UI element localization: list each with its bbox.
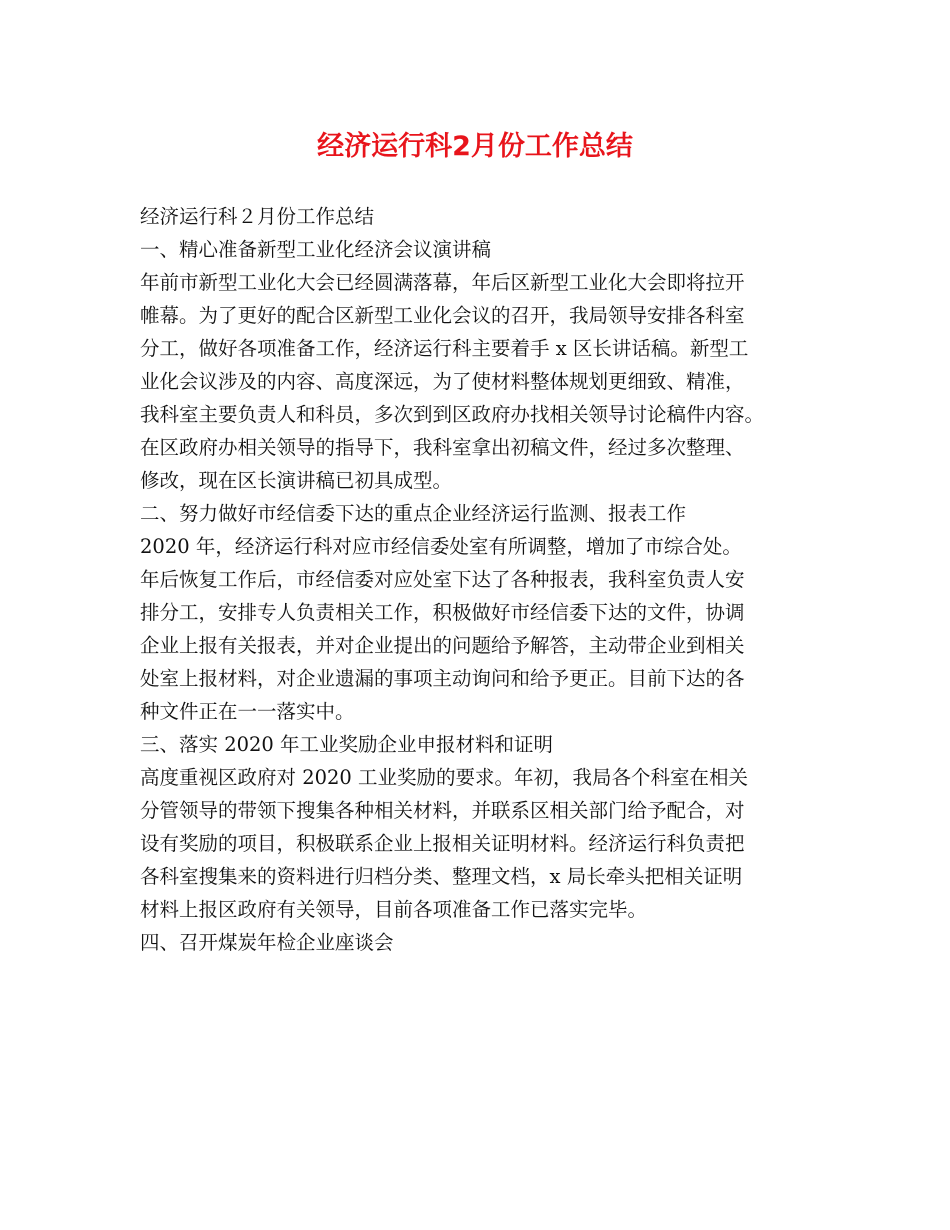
paragraph-line: 年后恢复工作后，市经信委对应处室下达了各种报表，我科室负责人安 [140,568,745,591]
paragraph-line: 分工，做好各项准备工作，经济运行科主要着手 x 区长讲话稿。新型工 [140,337,749,360]
paragraph-line: 材料上报区政府有关领导，目前各项准备工作已落实完毕。 [140,898,648,921]
paragraph-line: 设有奖励的项目，积极联系企业上报相关证明材料。经济运行科负责把 [140,832,745,855]
section-heading: 三、落实 2020 年工业奖励企业申报材料和证明 [140,733,554,756]
paragraph-line: 业化会议涉及的内容、高度深远，为了使材料整体规划更细致、精准， [140,370,745,393]
section-heading: 二、努力做好市经信委下达的重点企业经济运行监测、报表工作 [140,502,687,525]
paragraph-line: 在区政府办相关领导的指导下，我科室拿出初稿文件，经过多次整理、 [140,436,745,459]
paragraph-line: 种文件正在一一落实中。 [140,700,355,723]
paragraph-line: 企业上报有关报表，并对企业提出的问题给予解答，主动带企业到相关 [140,634,745,657]
paragraph-line: 排分工，安排专人负责相关工作，积极做好市经信委下达的文件，协调 [140,601,745,624]
paragraph-line: 我科室主要负责人和科员，多次到到区政府办找相关领导讨论稿件内容。 [140,403,765,426]
paragraph-line: 处室上报材料，对企业遗漏的事项主动询问和给予更正。目前下达的各 [140,667,745,690]
paragraph-line: 高度重视区政府对 2020 工业奖励的要求。年初，我局各个科室在相关 [140,766,749,789]
paragraph-line: 2020 年，经济运行科对应市经信委处室有所调整，增加了市综合处。 [140,535,742,558]
paragraph-line: 帷幕。为了更好的配合区新型工业化会议的召开，我局领导安排各科室 [140,304,745,327]
document-body [140,200,830,959]
paragraph-line: 修改，现在区长演讲稿已初具成型。 [140,469,453,492]
paragraph-line: 年前市新型工业化大会已经圆满落幕，年后区新型工业化大会即将拉开 [140,271,745,294]
section-heading: 一、精心准备新型工业化经济会议演讲稿 [140,238,492,261]
document-title: 经济运行科2月份工作总结 [317,131,633,162]
section-heading: 四、召开煤炭年检企业座谈会 [140,931,394,954]
document-subtitle: 经济运行科２月份工作总结 [140,205,375,228]
paragraph-line: 分管领导的带领下搜集各种相关材料，并联系区相关部门给予配合，对 [140,799,745,822]
paragraph-line: 各科室搜集来的资料进行归档分类、整理文档，x 局长牵头把相关证明 [140,865,743,888]
